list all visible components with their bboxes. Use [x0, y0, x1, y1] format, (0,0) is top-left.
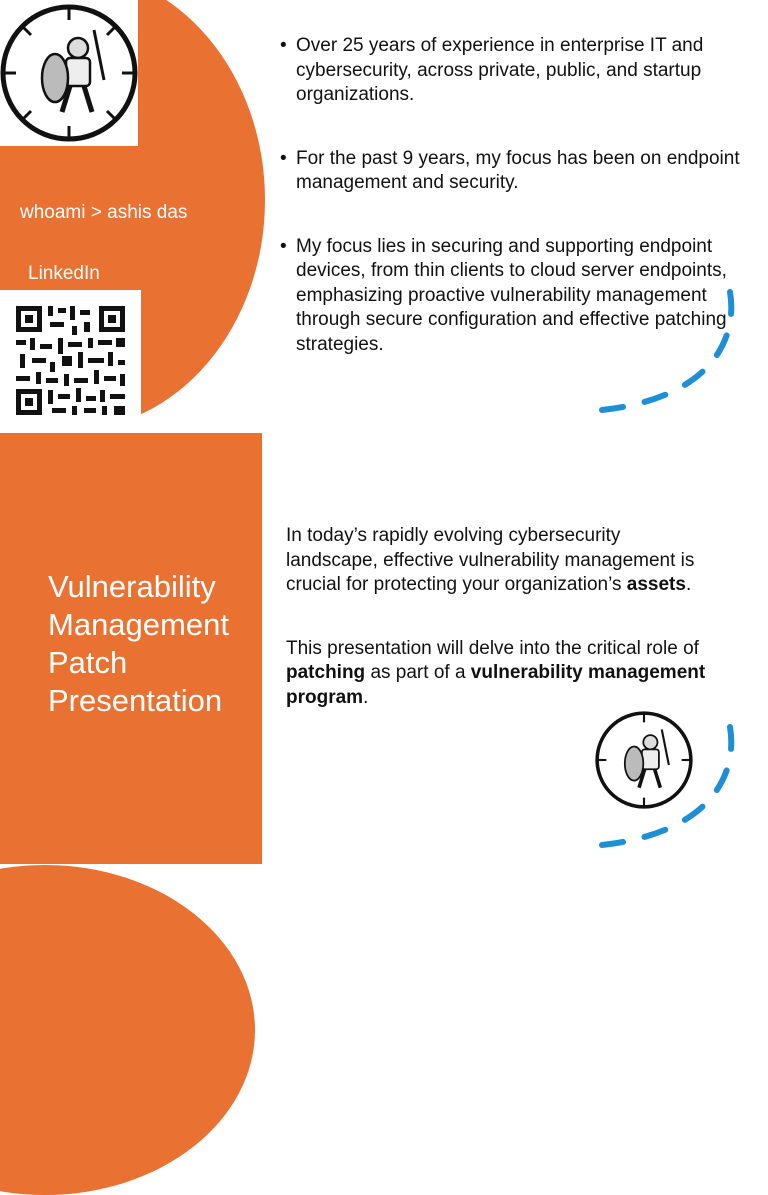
intro-p2-text-a: This presentation will delve into the critical role of — [286, 637, 699, 659]
bullet-icon: • — [280, 235, 287, 257]
dashed-arc-decoration — [590, 280, 750, 430]
bullet-text: For the past 9 years, my focus has been on endpoint management and security. — [296, 147, 740, 193]
intro-p2-end: . — [363, 686, 369, 708]
intro-p2-text-b: as part of a — [365, 662, 471, 683]
qr-code-container[interactable] — [0, 290, 141, 430]
logo-container — [0, 0, 138, 146]
presentation-title: Vulnerability Management Patch Presentation — [48, 569, 229, 718]
intro-p1-bold: assets — [626, 574, 686, 595]
knight-logo-icon — [0, 0, 138, 146]
dashed-arc-decoration — [590, 715, 750, 865]
intro-paragraph-1 — [286, 524, 716, 598]
bullet-text: Over 25 years of experience in enterprise IT and cybersecurity, across private, public, and startup organizations. — [296, 35, 704, 105]
intro-paragraph-2 — [286, 637, 716, 711]
decorative-half-circle-bottom — [0, 865, 255, 1195]
bullet-text: My focus lies in securing and supporting endpoint devices, from thin clients to cloud server endpoints, emphasizing proactive vulnerability management through secure configuration and effective patching strategies. — [296, 235, 727, 355]
qr-code-icon[interactable] — [0, 290, 141, 430]
bullet-item — [280, 147, 740, 196]
intro-p1-text: In today’s rapidly evolving cybersecurity landscape, effective vulnerability management is crucial for protecting your organization’s — [286, 525, 695, 595]
whoami-label: whoami > ashis das — [20, 202, 188, 223]
intro-p2-bold-1: patching — [286, 662, 366, 683]
bullet-icon: • — [280, 147, 287, 169]
bullet-icon: • — [280, 35, 287, 56]
bullet-item — [280, 34, 740, 108]
intro-p2-bold-2: vulnerability management program — [286, 662, 706, 708]
intro-p1-end: . — [685, 574, 692, 595]
linkedin-label[interactable]: LinkedIn — [28, 263, 100, 284]
